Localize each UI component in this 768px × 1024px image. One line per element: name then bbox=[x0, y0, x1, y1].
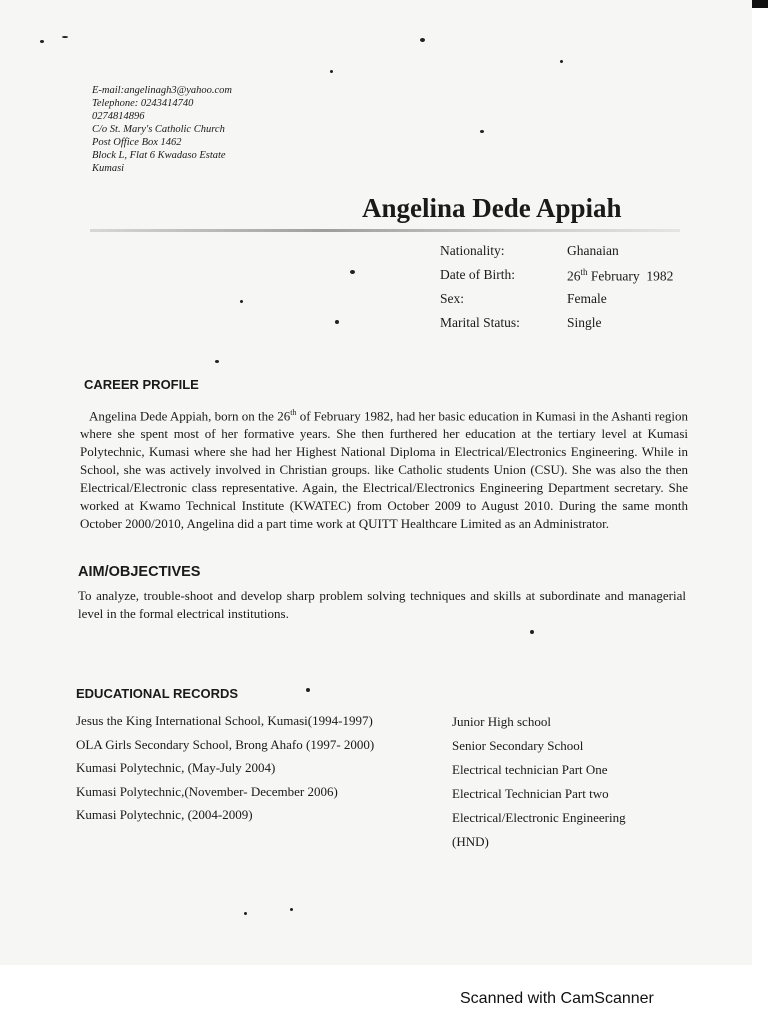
scan-speck bbox=[480, 130, 484, 133]
scan-speck bbox=[290, 908, 293, 911]
career-text-sup: th bbox=[290, 408, 297, 417]
scan-speck bbox=[306, 688, 310, 692]
detail-label: Marital Status: bbox=[440, 315, 520, 330]
education-school: Kumasi Polytechnic,(November- December 2006) bbox=[76, 783, 338, 799]
contact-telephone: Telephone: 0243414740 bbox=[92, 98, 194, 109]
detail-value: Ghanaian bbox=[567, 243, 619, 258]
detail-value: Female bbox=[567, 291, 607, 306]
scan-speck bbox=[215, 360, 219, 363]
detail-label: Nationality: bbox=[440, 243, 505, 258]
education-levels bbox=[452, 710, 662, 854]
aims-heading: AIM/OBJECTIVES bbox=[78, 564, 201, 580]
education-level: Electrical technician Part One bbox=[452, 762, 608, 777]
header-divider bbox=[90, 229, 680, 232]
scan-speck bbox=[530, 630, 534, 634]
education-level: Electrical Technician Part two bbox=[452, 786, 609, 801]
scan-speck bbox=[62, 36, 68, 38]
education-level: Senior Secondary School bbox=[452, 738, 584, 753]
scanner-watermark: Scanned with CamScanner bbox=[460, 990, 654, 1007]
resume-name: Angelina Dede Appiah bbox=[362, 193, 622, 223]
scan-speck bbox=[40, 40, 44, 43]
contact-po-box: Post Office Box 1462 bbox=[92, 137, 182, 148]
education-school: OLA Girls Secondary School, Brong Ahafo (1997- 2000) bbox=[76, 736, 375, 752]
contact-telephone-2: 0274814896 bbox=[92, 111, 145, 122]
contact-address: Block L, Flat 6 Kwadaso Estate bbox=[92, 150, 226, 161]
education-school: Jesus the King International School, Kumasi(1994-1997) bbox=[76, 713, 373, 728]
scan-speck bbox=[244, 912, 247, 915]
education-school: Kumasi Polytechnic, (May-July 2004) bbox=[76, 760, 276, 775]
aims-text: To analyze, trouble-shoot and develop sharp problem solving techniques and skills at subordinate and managerial level in the formal electrical institutions. bbox=[78, 588, 686, 621]
career-profile-text bbox=[80, 404, 688, 533]
dob-day: 26 bbox=[567, 268, 581, 284]
career-profile-heading: CAREER PROFILE bbox=[84, 377, 199, 392]
dob-rest: February 1982 bbox=[587, 268, 674, 284]
contact-church: C/o St. Mary's Catholic Church bbox=[92, 124, 225, 135]
career-text-part: of February 1982, had her basic education in Kumasi in the Ashanti region where she spent most of her formative years. She then furthered her education at the tertiary level at Kumasi Polytechnic, Kumasi where she had her Highest National Diploma in Electrical/Electronics Engineering. While in School, she was actively involved in Christian groups. like Catholic students Union (CSU). She was also the then Electrical/Electronic class representative. Again, the Electrical/Electronics Engineering Department secretary. She worked at Kwamo Technical Institute (KWATEC) from October 2009 to August 2010. During the same month October 2000/2010, Angelina did a part time work at QUITT Healthcare Limited as an Administrator. bbox=[80, 408, 689, 532]
scan-speck bbox=[330, 70, 333, 73]
contact-city: Kumasi bbox=[92, 163, 125, 174]
scan-corner-mark bbox=[752, 0, 768, 8]
education-school: Kumasi Polytechnic, (2004-2009) bbox=[76, 807, 253, 822]
education-level: Junior High school bbox=[452, 714, 551, 729]
scan-speck bbox=[335, 320, 339, 324]
detail-label: Date of Birth: bbox=[440, 267, 515, 282]
scan-speck bbox=[420, 38, 425, 42]
detail-label: Sex: bbox=[440, 291, 465, 306]
detail-value: Single bbox=[567, 315, 602, 330]
education-level: (HND) bbox=[452, 834, 489, 849]
contact-email: E-mail:angelinagh3@yahoo.com bbox=[92, 85, 233, 96]
dob-ordinal: th bbox=[580, 267, 588, 277]
contact-block bbox=[92, 84, 232, 175]
education-level: Electrical/Electronic Engineering bbox=[452, 810, 626, 825]
scan-speck bbox=[350, 270, 355, 274]
scan-speck bbox=[560, 60, 563, 63]
education-schools bbox=[76, 709, 374, 827]
detail-value bbox=[567, 267, 673, 285]
scan-speck bbox=[240, 300, 243, 303]
career-text-part: Angelina Dede Appiah, born on the 26 bbox=[89, 408, 291, 424]
education-heading: EDUCATIONAL RECORDS bbox=[76, 686, 239, 701]
